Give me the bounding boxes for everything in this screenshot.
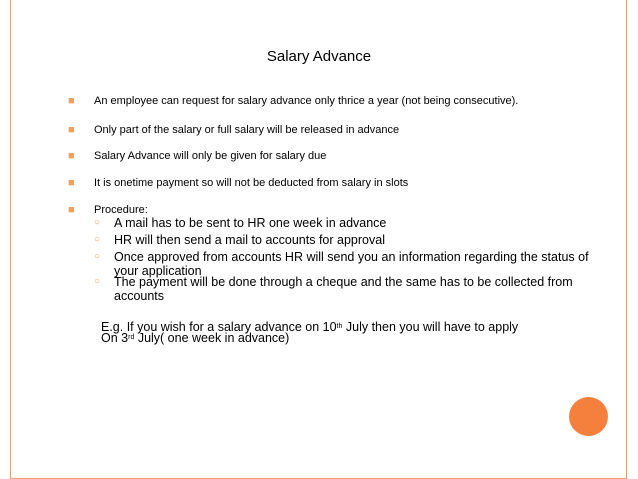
slide-frame-left	[10, 0, 11, 479]
procedure-text: A mail has to be sent to HR one week in advance	[114, 216, 387, 230]
bullet-marker: ■	[68, 150, 75, 162]
superscript: th	[336, 323, 343, 330]
slide-frame-right	[626, 0, 627, 479]
bullet-marker: ■	[68, 177, 75, 189]
example-line-2	[101, 331, 289, 346]
example-text: E.g. If you wish for a salary advance on 10	[101, 320, 337, 334]
procedure-text: Once approved from accounts HR will send you an information regarding the status of your application	[114, 250, 589, 278]
procedure-text: The payment will be done through a cheque and the same has to be collected from accounts	[114, 275, 573, 303]
circle-bullet-icon: ○	[94, 217, 101, 228]
circle-bullet-icon: ○	[94, 276, 101, 287]
circle-bullet-icon: ○	[94, 251, 101, 262]
bullet-marker: ■	[68, 204, 75, 216]
decorative-circle	[569, 397, 608, 436]
bullet-text: An employee can request for salary advance only thrice a year (not being consecutive).	[94, 95, 519, 107]
bullet-text: Only part of the salary or full salary will be released in advance	[94, 124, 400, 136]
superscript: rd	[128, 334, 135, 341]
procedure-text: HR will then send a mail to accounts for approval	[114, 233, 385, 247]
circle-bullet-icon: ○	[94, 234, 101, 245]
example-text: On 3	[101, 331, 129, 345]
example-text: July then you will have to apply	[342, 320, 519, 334]
example-text: July( one week in advance)	[134, 331, 290, 345]
bullet-marker: ■	[68, 124, 75, 136]
bullet-text: Procedure:	[94, 204, 148, 216]
bullet-text: It is onetime payment so will not be deducted from salary in slots	[94, 177, 409, 189]
bullet-marker: ■	[68, 95, 75, 107]
slide-title: Salary Advance	[266, 48, 372, 65]
bullet-text: Salary Advance will only be given for salary due	[94, 150, 327, 162]
